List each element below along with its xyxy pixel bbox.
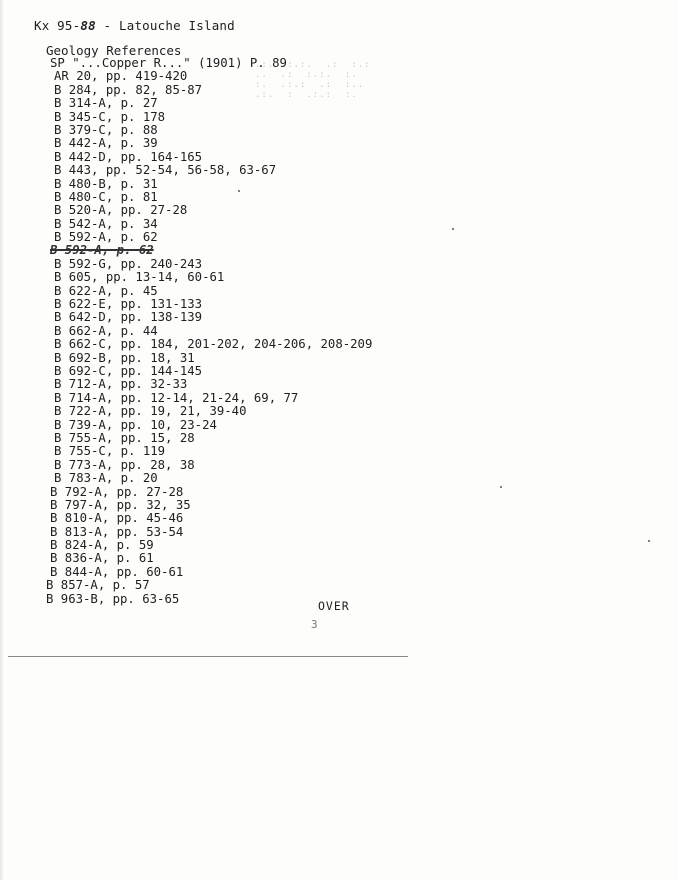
header-title: - Latouche Island [103, 18, 235, 33]
reference-item [0, 70, 678, 83]
reference-item [0, 552, 678, 565]
reference-item [0, 486, 678, 499]
reference-text: B 810-A, pp. 45-46 [50, 511, 184, 526]
reference-text: B 442-D, pp. 164-165 [54, 149, 203, 164]
reference-text: B 773-A, pp. 28, 38 [54, 457, 195, 472]
reference-item [0, 365, 678, 378]
reference-text: B 857-A, p. 57 [46, 578, 150, 593]
ink-speck [648, 540, 650, 542]
reference-text: B 836-A, p. 61 [50, 551, 154, 566]
header-id-handwritten: 88 [80, 18, 96, 33]
reference-text: B 345-C, p. 178 [54, 109, 166, 124]
reference-text: B 592-A, p. 62 [50, 243, 154, 258]
reference-text: B 662-C, pp. 184, 201-202, 204-206, 208-209 [54, 337, 373, 352]
reference-item [0, 499, 678, 512]
reference-text: B 722-A, pp. 19, 21, 39-40 [54, 404, 247, 419]
reference-item [0, 566, 678, 579]
reference-list [0, 57, 678, 606]
reference-item [0, 204, 678, 217]
reference-item [0, 137, 678, 150]
reference-text: B 442-A, p. 39 [54, 136, 158, 151]
reference-text: AR 20, pp. 419-420 [54, 69, 188, 84]
over-label: OVER [318, 599, 350, 613]
reference-item [0, 191, 678, 204]
reference-item [0, 151, 678, 164]
page-mark: 3 [311, 618, 318, 631]
reference-text: B 542-A, p. 34 [54, 216, 158, 231]
reference-text: B 692-B, pp. 18, 31 [54, 350, 195, 365]
reference-text: B 605, pp. 13-14, 60-61 [54, 270, 225, 285]
reference-item [0, 392, 678, 405]
reference-item [0, 579, 678, 592]
reference-item [0, 231, 678, 244]
reference-text: B 622-A, p. 45 [54, 283, 158, 298]
reference-item [0, 258, 678, 271]
reference-item [0, 512, 678, 525]
reference-item [0, 285, 678, 298]
reference-item [0, 57, 678, 70]
reference-text: B 592-A, p. 62 [54, 230, 158, 245]
reference-item [0, 352, 678, 365]
reference-item [0, 419, 678, 432]
reference-item [0, 432, 678, 445]
reference-text: B 813-A, pp. 53-54 [50, 524, 184, 539]
reference-text: B 520-A, pp. 27-28 [54, 203, 188, 218]
reference-text: B 284, pp. 82, 85-87 [54, 82, 203, 97]
reference-item [0, 178, 678, 191]
reference-text: B 642-D, pp. 138-139 [54, 310, 203, 325]
reference-text: B 844-A, pp. 60-61 [50, 564, 184, 579]
reference-text: B 662-A, p. 44 [54, 323, 158, 338]
reference-text: B 792-A, pp. 27-28 [50, 484, 184, 499]
reference-text: B 824-A, p. 59 [50, 538, 154, 553]
reference-item [0, 459, 678, 472]
reference-text: B 480-B, p. 31 [54, 176, 158, 191]
reference-text: SP "...Copper R..." (1901) P. 89 [50, 56, 287, 70]
reference-text: B 692-C, pp. 144-145 [54, 363, 203, 378]
separator-line [8, 656, 408, 657]
reference-text: B 379-C, p. 88 [54, 122, 158, 137]
reference-text: B 755-C, p. 119 [54, 444, 166, 459]
reference-item [0, 97, 678, 110]
reference-item [0, 124, 678, 137]
reference-item [0, 311, 678, 324]
reference-text: B 622-E, pp. 131-133 [54, 297, 203, 312]
reference-item [0, 445, 678, 458]
document-header [34, 18, 235, 33]
ink-speck [238, 190, 240, 192]
reference-item-struck [0, 244, 678, 257]
reference-text: B 592-G, pp. 240-243 [54, 256, 203, 271]
reference-item [0, 164, 678, 177]
reference-item [0, 539, 678, 552]
reference-text: B 783-A, p. 20 [54, 471, 158, 486]
reference-text: B 755-A, pp. 15, 28 [54, 430, 195, 445]
bleed-through-marks: .:. :.:. .: :.: .. .: :.:. :. :. .:.: .: :.. .:. : .:.: :. [255, 60, 371, 100]
ink-speck [500, 486, 502, 488]
reference-text: B 443, pp. 52-54, 56-58, 63-67 [54, 163, 277, 178]
reference-text: B 480-C, p. 81 [54, 189, 158, 204]
reference-item [0, 405, 678, 418]
reference-text: B 712-A, pp. 32-33 [54, 377, 188, 392]
reference-text: B 714-A, pp. 12-14, 21-24, 69, 77 [54, 390, 299, 405]
reference-text: B 314-A, p. 27 [54, 96, 158, 111]
reference-item [0, 325, 678, 338]
reference-text: B 739-A, pp. 10, 23-24 [54, 417, 217, 432]
reference-text: B 963-B, pp. 63-65 [46, 591, 180, 606]
header-id-prefix: Kx 95- [34, 18, 81, 33]
section-title: Geology References [46, 43, 182, 58]
reference-item [0, 271, 678, 284]
reference-item [0, 111, 678, 124]
reference-item [0, 526, 678, 539]
reference-item [0, 472, 678, 485]
reference-item [0, 218, 678, 231]
reference-item [0, 378, 678, 391]
reference-item [0, 338, 678, 351]
reference-item [0, 84, 678, 97]
reference-text: B 797-A, pp. 32, 35 [50, 497, 191, 512]
ink-speck [452, 228, 454, 230]
reference-item [0, 298, 678, 311]
